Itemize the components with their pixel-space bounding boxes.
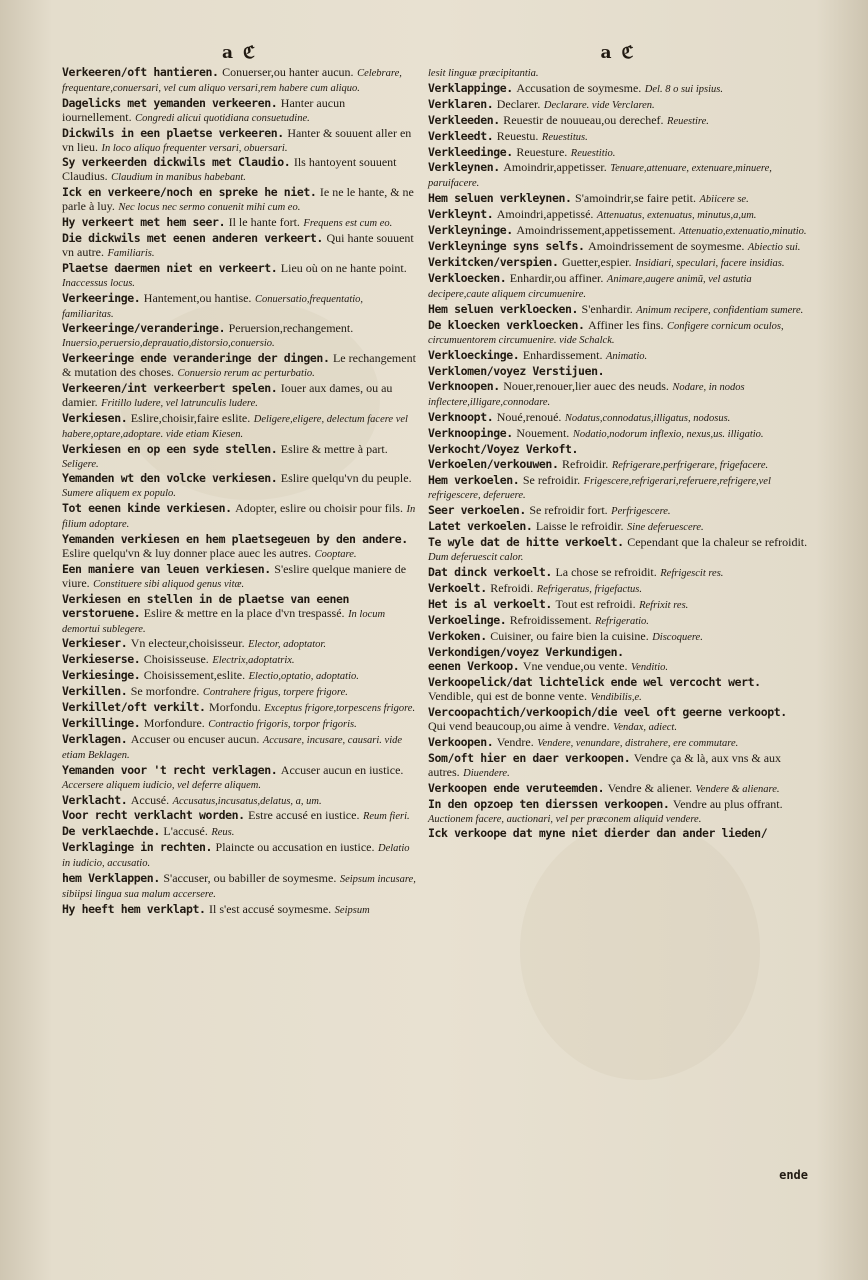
latin-gloss: Accusare, incusare, causari. vide etiam Beklagen. [62, 734, 403, 761]
headword: Verkleynt. [428, 207, 494, 222]
french-gloss: Laisse le refroidir. [535, 519, 624, 534]
headword: Het is al verkoelt. [428, 596, 552, 611]
headword: Hy heeft hem verklapt. [62, 901, 206, 916]
headword: Verkieser. [62, 636, 128, 651]
headword: Verkloeckinge. [428, 348, 520, 363]
french-gloss: Amoindrissement de soymesme. [588, 238, 745, 253]
dictionary-entry [62, 794, 417, 809]
latin-gloss: Insidiari, speculari, facere insidias. [634, 257, 785, 269]
french-gloss: Eslire quelqu'vn & luy donner place auec les autres. [62, 546, 312, 560]
headword: Verknoopinge. [428, 425, 513, 440]
headword: Hem seluen verkleynen. [428, 191, 572, 206]
dictionary-entry [428, 208, 808, 223]
latin-gloss: Vendibilis,e. [590, 692, 642, 704]
french-gloss: Eslire & mettre en la place d'vn trespassé. [143, 605, 345, 620]
headword: Verknoopt. [428, 409, 494, 424]
headword: Verkoopen ende veruteemden. [428, 780, 605, 795]
dictionary-entry [62, 717, 417, 732]
headword: hem Verklappen. [62, 871, 160, 886]
latin-gloss: Declarare. vide Verclaren. [543, 99, 655, 111]
dictionary-entry [62, 262, 417, 291]
dictionary-entry [428, 272, 808, 302]
french-gloss: Amoindrir,appetisser. [503, 160, 607, 175]
dictionary-entry [428, 660, 808, 675]
latin-gloss: Reuestire. [667, 115, 709, 127]
latin-gloss: Refrigeratio. [594, 615, 649, 627]
french-gloss: Le rechangement & mutation des choses. [62, 351, 416, 380]
headword: Dickwils in een plaetse verkeeren. [62, 125, 284, 140]
dictionary-entry [62, 97, 417, 126]
latin-gloss: Nodare, in nodos inflectere,illigare,connodare. [428, 382, 745, 409]
latin-gloss: In locum demortui sublegere. [62, 608, 386, 635]
headword: Verklomen/voyez Verstijuen. [428, 364, 605, 379]
latin-gloss: Conuersio rerum ac perturbatio. [177, 368, 315, 380]
latin-gloss: Abiicere se. [699, 194, 749, 206]
french-gloss: Nouement. [516, 425, 570, 440]
headword: Voor recht verklacht worden. [62, 808, 245, 823]
latin-gloss: Reum fieri. [362, 811, 410, 823]
french-gloss: Eslire,choisir,faire eslite. [130, 410, 251, 425]
dictionary-entry [62, 825, 417, 840]
french-gloss: Hanter aucun iournellement. [62, 95, 346, 124]
dictionary-entry [62, 443, 417, 472]
headword: Verkoopelick/dat lichtelick ende wel vercocht wert. [428, 675, 761, 690]
french-gloss: Enhardir,ou affiner. [509, 270, 604, 285]
latin-gloss: Reus. [211, 827, 235, 839]
french-gloss: Lieu où on ne hante point. [280, 260, 407, 275]
dictionary-entry [62, 322, 417, 351]
french-gloss: Cuisiner, ou faire bien la cuisine. [490, 628, 649, 643]
french-gloss: Refroidissement. [509, 612, 592, 627]
dictionary-entry [428, 146, 808, 161]
headword: Verknoopen. [428, 379, 500, 394]
headword: Verkeeringe. [62, 290, 141, 305]
headword: eenen Verkoop. [428, 659, 520, 674]
french-gloss: Hantement,ou hantise. [143, 290, 252, 305]
latin-gloss: Accersere aliquem iudicio, vel deferre aliquem. [62, 779, 261, 791]
headword: Verkoelen/verkouwen. [428, 456, 559, 471]
latin-gloss: Perfrigescere. [611, 506, 671, 518]
french-gloss: Plaincte ou accusation en iustice. [215, 840, 375, 855]
french-gloss: Refroidir. [561, 456, 609, 471]
dictionary-entry [62, 764, 417, 793]
headword: Verkieserse. [62, 652, 141, 667]
dictionary-entry [62, 292, 417, 322]
dictionary-entry [428, 736, 808, 751]
headword: Som/oft hier en daer verkoopen. [428, 750, 631, 765]
latin-gloss: lesit linguæ præcipitantia. [428, 68, 539, 79]
headword: Hem seluen verkloecken. [428, 301, 579, 316]
headword: Verkleedinge. [428, 144, 513, 159]
headword: Die dickwils met eenen anderen verkeert. [62, 230, 323, 245]
headword: Hy verkeert met hem seer. [62, 215, 226, 230]
headword: Verkiesinge. [62, 668, 141, 683]
latin-gloss: Elector, adoptator. [248, 639, 326, 651]
latin-gloss: Deligere,eligere, delectum facere vel habere,optare,adoptare. vide etiam Kiesen. [62, 413, 408, 440]
latin-gloss: Refrixit res. [639, 599, 689, 611]
latin-gloss: Attenuatus, extenuatus, minutus,a,um. [596, 210, 757, 222]
headword: Verkitcken/verspien. [428, 254, 559, 269]
french-gloss: Reuestu. [496, 128, 539, 143]
headword: Ick en verkeere/noch en spreke he niet. [62, 185, 317, 200]
french-gloss: Enhardissement. [522, 348, 603, 363]
french-gloss: Se morfondre. [130, 684, 200, 699]
headword: Verkoelinge. [428, 612, 507, 627]
dictionary-entry [428, 536, 808, 565]
left-column-header: a ℭ [222, 43, 257, 63]
french-gloss: Il le hante fort. [228, 215, 300, 230]
latin-gloss: Configere cornicum oculos, circumuentorem circumuenire. vide Schalck. [428, 320, 784, 347]
dictionary-entry [62, 412, 417, 442]
dictionary-entry [428, 240, 808, 255]
headword: Plaetse daermen niet en verkeert. [62, 260, 278, 275]
headword: Verkiesen en op een syde stellen. [62, 441, 278, 456]
headword: De kloecken verkloecken. [428, 317, 585, 332]
left-column [62, 44, 417, 919]
latin-gloss: In loco aliquo frequenter versari, obuersari. [101, 142, 288, 154]
french-gloss: S'enhardir. [581, 301, 633, 316]
french-gloss: Vendre au plus offrant. [672, 796, 783, 811]
dictionary-entry [62, 872, 417, 902]
french-gloss: Vendre & aliener. [607, 780, 692, 795]
french-gloss: Amoindri,appetissé. [496, 207, 594, 222]
dictionary-entry [428, 630, 808, 645]
dictionary-entry [62, 533, 417, 562]
latin-gloss: Celebrare, frequentare,conuersari, vel cum aliquo versari,rem habere cum aliquo. [62, 68, 402, 94]
french-gloss: Noué,renoué. [496, 409, 562, 424]
right-column [428, 44, 808, 842]
dictionary-entry [428, 192, 808, 207]
headword: Latet verkoelen. [428, 519, 533, 534]
dictionary-entry [62, 685, 417, 700]
latin-gloss: Reuestitus. [541, 131, 588, 143]
latin-gloss: Inaccessus locus. [62, 277, 135, 289]
dictionary-entry [62, 232, 417, 261]
french-gloss: Adopter, eslire ou choisir pour fils. [235, 501, 403, 516]
dictionary-entry [62, 701, 417, 716]
french-gloss: Il s'est accusé soymesme. [209, 901, 332, 916]
latin-gloss: Animum recipere, confidentiam sumere. [636, 304, 804, 316]
headword: Verklappinge. [428, 80, 513, 95]
dictionary-entry [62, 502, 417, 532]
dictionary-entry [428, 349, 808, 364]
headword: Verkleynen. [428, 160, 500, 175]
latin-gloss: Animatio. [606, 351, 648, 363]
latin-gloss: Vendere & alienare. [695, 783, 780, 795]
latin-gloss: Fritillo ludere, vel latrunculis ludere. [101, 397, 258, 409]
dictionary-entry [428, 114, 808, 129]
dictionary-entry [428, 752, 808, 781]
dictionary-entry [428, 798, 808, 827]
french-gloss: Qui vend beaucoup,ou aime à vendre. [428, 719, 610, 734]
latin-gloss: Contrahere frigus, torpere frigore. [202, 687, 348, 699]
french-gloss: S'amoindrir,se faire petit. [575, 191, 697, 206]
french-gloss: Nouer,renouer,lier auec des neuds. [503, 379, 669, 394]
dictionary-entry [62, 809, 417, 824]
french-gloss: Peruersion,rechangement. [228, 321, 354, 336]
french-gloss: Morfondure. [143, 715, 205, 730]
latin-gloss: Nec locus nec sermo conuenit mihi cum eo. [118, 202, 301, 214]
dictionary-entry [62, 563, 417, 592]
headword: Vercoopachtich/verkoopich/die veel oft geerne verkoopt. [428, 705, 787, 720]
headword: Verklacht. [62, 792, 128, 807]
french-gloss: Se refroidir fort. [529, 503, 608, 518]
french-gloss: Ils hantoyent souuent Claudius. [62, 155, 397, 184]
french-gloss: Ie ne le hante, & ne parle à luy. [62, 185, 414, 214]
dictionary-entry [62, 186, 417, 215]
french-gloss: S'eslire quelque maniere de viure. [62, 561, 407, 590]
dictionary-entry [62, 127, 417, 156]
latin-gloss: Del. 8 o sui ipsius. [644, 83, 723, 95]
french-gloss: Eslire quelqu'vn du peuple. [280, 471, 412, 486]
dictionary-entry [62, 637, 417, 652]
latin-gloss: Delatio in iudicio, accusatio. [62, 843, 410, 870]
headword: Verkeeringe ende veranderinge der dingen. [62, 351, 330, 366]
latin-gloss: Refrigescit res. [660, 568, 724, 579]
dictionary-entry [62, 903, 417, 918]
dictionary-entry [428, 706, 808, 735]
headword: Tot eenen kinde verkiesen. [62, 501, 232, 516]
dictionary-entry [62, 669, 417, 684]
dictionary-entry [428, 224, 808, 239]
dictionary-entry [428, 458, 808, 473]
french-gloss: Guetter,espier. [561, 254, 632, 269]
dictionary-entry [428, 646, 808, 660]
french-gloss: Vendible, qui est de bonne vente. [428, 689, 587, 704]
headword: Verkoelt. [428, 580, 487, 595]
headword: Ick verkoope dat myne niet dierder dan ander lieden/ [428, 826, 768, 841]
headword: Sy verkeerden dickwils met Claudio. [62, 155, 291, 170]
french-gloss: Se refroidir. [522, 472, 581, 487]
dictionary-entry [62, 733, 417, 763]
dictionary-entry [428, 411, 808, 426]
dictionary-entry [428, 474, 808, 504]
latin-gloss: Conuersatio,frequentatio, familiaritas. [62, 293, 364, 320]
headword: Verkleyninge. [428, 223, 513, 238]
headword: Verklaginge in rechten. [62, 840, 213, 855]
dictionary-entry [428, 504, 808, 519]
latin-gloss: Vendere, venundare, distrahere, ere commutare. [537, 737, 739, 749]
french-gloss: Estre accusé en iustice. [248, 808, 360, 823]
latin-gloss: Frequens est cum eo. [303, 218, 393, 230]
latin-gloss: Animare,augere animũ, vel astutia decipere,caute aliquem circumuenire. [428, 273, 752, 300]
latin-gloss: Seligere. [62, 458, 99, 470]
latin-gloss: Electrix,adoptatrix. [212, 655, 295, 667]
french-gloss: Choisisseuse. [143, 652, 209, 667]
dictionary-entry [62, 472, 417, 501]
french-gloss: Reuesture. [516, 144, 568, 159]
dictionary-entry [428, 256, 808, 271]
latin-gloss: Attenuatio,extenuatio,minutio. [679, 226, 807, 238]
latin-gloss: Contractio frigoris, torpor frigoris. [208, 718, 357, 730]
french-gloss: Morfondu. [209, 700, 261, 715]
french-gloss: Refroidi. [490, 580, 534, 595]
headword: Verkillen. [62, 684, 128, 699]
dictionary-entry [62, 593, 417, 637]
dictionary-entry [62, 66, 417, 96]
headword: Verkondigen/voyez Verkundigen. [428, 644, 624, 659]
french-gloss: Eslire & mettre à part. [280, 441, 388, 456]
latin-gloss: Dum deferuescit calor. [428, 552, 524, 564]
french-gloss: Qui hante souuent vn autre. [62, 230, 414, 259]
french-gloss: Conuerser,ou hanter aucun. [222, 65, 354, 79]
headword: Dagelicks met yemanden verkeeren. [62, 95, 278, 110]
dictionary-entry [62, 653, 417, 668]
headword: Een maniere van leuen verkiesen. [62, 561, 271, 576]
latin-gloss: Constituere sibi aliquod genus vitæ. [93, 578, 245, 590]
french-gloss: Accuser aucun en iustice. [280, 762, 404, 777]
french-gloss: S'accuser, ou babiller de soymesme. [163, 871, 337, 886]
dictionary-entry [428, 614, 808, 629]
latin-gloss: Sumere aliquem ex populo. [62, 488, 176, 500]
dictionary-entry [428, 161, 808, 191]
latin-gloss: Diuendere. [463, 767, 510, 779]
latin-gloss: Seipsum incusare, sibiipsi lingua sua malum accersere. [62, 874, 416, 900]
latin-gloss: Refrigerare,perfrigerare, frigefacere. [611, 459, 769, 471]
latin-gloss: Cooptare. [314, 549, 357, 560]
headword: Verkillinge. [62, 715, 141, 730]
french-gloss: L'accusé. [163, 824, 208, 839]
latin-gloss: Nodatus,connodatus,illigatus, nodosus. [564, 412, 731, 424]
headword: Yemanden wt den volcke verkiesen. [62, 471, 278, 486]
dictionary-entry [428, 566, 808, 581]
french-gloss: Vn electeur,choisisseur. [130, 636, 245, 651]
dictionary-entry [428, 365, 808, 379]
latin-gloss: In filium adoptare. [62, 504, 416, 531]
dictionary-entry [428, 130, 808, 145]
french-gloss: Hanter & souuent aller en vn lieu. [62, 125, 412, 154]
french-gloss: Choisissement,eslite. [143, 668, 246, 683]
headword: Verkoopen. [428, 734, 494, 749]
dictionary-entry [428, 782, 808, 797]
dictionary-entry [428, 380, 808, 410]
headword: De verklaechde. [62, 824, 160, 839]
dictionary-entry [428, 98, 808, 113]
headword: Seer verkoelen. [428, 503, 526, 518]
headword: Verkeeringe/veranderinge. [62, 321, 226, 336]
french-gloss: Reuestir de nouueau,ou derechef. [503, 112, 664, 127]
headword: Verkleeden. [428, 112, 500, 127]
latin-gloss: Auctionem facere, auctionari, vel per præconem aliquid vendere. [428, 813, 702, 825]
headword: Verkiesen en stellen in de plaetse van eenen verstoruene. [62, 591, 350, 620]
dictionary-entry [428, 66, 808, 81]
dictionary-entry [428, 82, 808, 97]
headword: Verkeeren/oft hantieren. [62, 65, 219, 79]
french-gloss: Iouer aux dames, ou au damier. [62, 381, 393, 409]
french-gloss: Declarer. [496, 96, 541, 111]
latin-gloss: Nodatio,nodorum inflexio, nexus,us. illigatio. [572, 428, 764, 440]
headword: Verkleyninge syns selfs. [428, 238, 585, 253]
french-gloss: Accuser ou encuser aucun. [130, 731, 260, 746]
latin-gloss: Abiectio sui. [747, 241, 801, 253]
latin-gloss: Venditio. [630, 662, 669, 674]
latin-gloss: Refrigeratus, frigefactus. [536, 583, 643, 595]
headword: Verkiesen. [62, 410, 128, 425]
headword: Verkeeren/int verkeerbert spelen. [62, 381, 278, 396]
dictionary-entry [428, 676, 808, 705]
latin-gloss: Inuersio,peruersio,deprauatio,distorsio,conuersio. [62, 338, 275, 350]
headword: Verkleedt. [428, 128, 494, 143]
french-gloss: Vendre. [496, 734, 534, 749]
headword: In den opzoep ten dierssen verkoopen. [428, 796, 670, 811]
french-gloss: Accusé. [130, 792, 170, 807]
dictionary-entry [62, 216, 417, 231]
dictionary-entry [428, 582, 808, 597]
latin-gloss: Tenuare,attenuare, extenuare,minuere, paruifacere. [428, 163, 772, 190]
french-gloss: Vne vendue,ou vente. [522, 659, 628, 674]
latin-gloss: Seipsum [334, 904, 370, 916]
french-gloss: Cependant que la chaleur se refroidit. [627, 535, 808, 550]
dictionary-entry [428, 827, 808, 841]
headword: Hem verkoelen. [428, 472, 520, 487]
headword: Verkillet/oft verkilt. [62, 700, 206, 715]
dictionary-entry [428, 443, 808, 457]
dictionary-entry [62, 352, 417, 381]
dictionary-entry [428, 520, 808, 535]
headword: Verklaren. [428, 96, 494, 111]
latin-gloss: Claudium in manibus habebant. [111, 172, 246, 184]
dictionary-entry [62, 841, 417, 871]
dictionary-entry [62, 156, 417, 185]
latin-gloss: Congredi alicui quotidiana consuetudine. [135, 112, 310, 124]
dictionary-entry [428, 319, 808, 349]
french-gloss: Tout est refroidi. [555, 596, 636, 611]
catchword: ende [779, 1168, 808, 1182]
dictionary-entry [428, 598, 808, 613]
french-gloss: Accusation de soymesme. [516, 80, 642, 95]
latin-gloss: Exceptus frigore,torpescens frigore. [264, 703, 416, 715]
right-column-header: a ℭ [600, 43, 636, 63]
headword: Verkoken. [428, 628, 487, 643]
dictionary-entry [428, 427, 808, 442]
latin-gloss: Sine deferuescere. [627, 522, 704, 534]
latin-gloss: Electio,optatio, adoptatio. [248, 671, 359, 683]
headword: Verkloecken. [428, 270, 507, 285]
latin-gloss: Vendax, adiect. [613, 722, 677, 734]
headword: Verkocht/Voyez Verkoft. [428, 441, 579, 456]
latin-gloss: Discoquere. [652, 631, 703, 643]
latin-gloss: Accusatus,incusatus,delatus, a, um. [172, 795, 322, 807]
latin-gloss: Frigescere,refrigerari,referuere,refrigere,vel refrigescere, deferuere. [428, 475, 771, 502]
headword: Yemanden verkiesen en hem plaetsegeuen by den andere. [62, 532, 408, 547]
dictionary-entry [428, 303, 808, 318]
headword: Verklagen. [62, 731, 128, 746]
headword: Dat dinck verkoelt. [428, 565, 552, 579]
latin-gloss: Reuestitio. [570, 147, 616, 159]
french-gloss: Amoindrissement,appetissement. [516, 223, 676, 238]
french-gloss: Vendre ça & là, aux vns & aux autres. [428, 750, 782, 779]
paper-stain [520, 820, 760, 1080]
french-gloss: Affiner les fins. [588, 317, 664, 332]
dictionary-entry [62, 382, 417, 411]
french-gloss: La chose se refroidit. [555, 565, 657, 579]
headword: Yemanden voor 't recht verklagen. [62, 762, 278, 777]
headword: Te wyle dat de hitte verkoelt. [428, 535, 624, 550]
latin-gloss: Familiaris. [107, 247, 155, 259]
